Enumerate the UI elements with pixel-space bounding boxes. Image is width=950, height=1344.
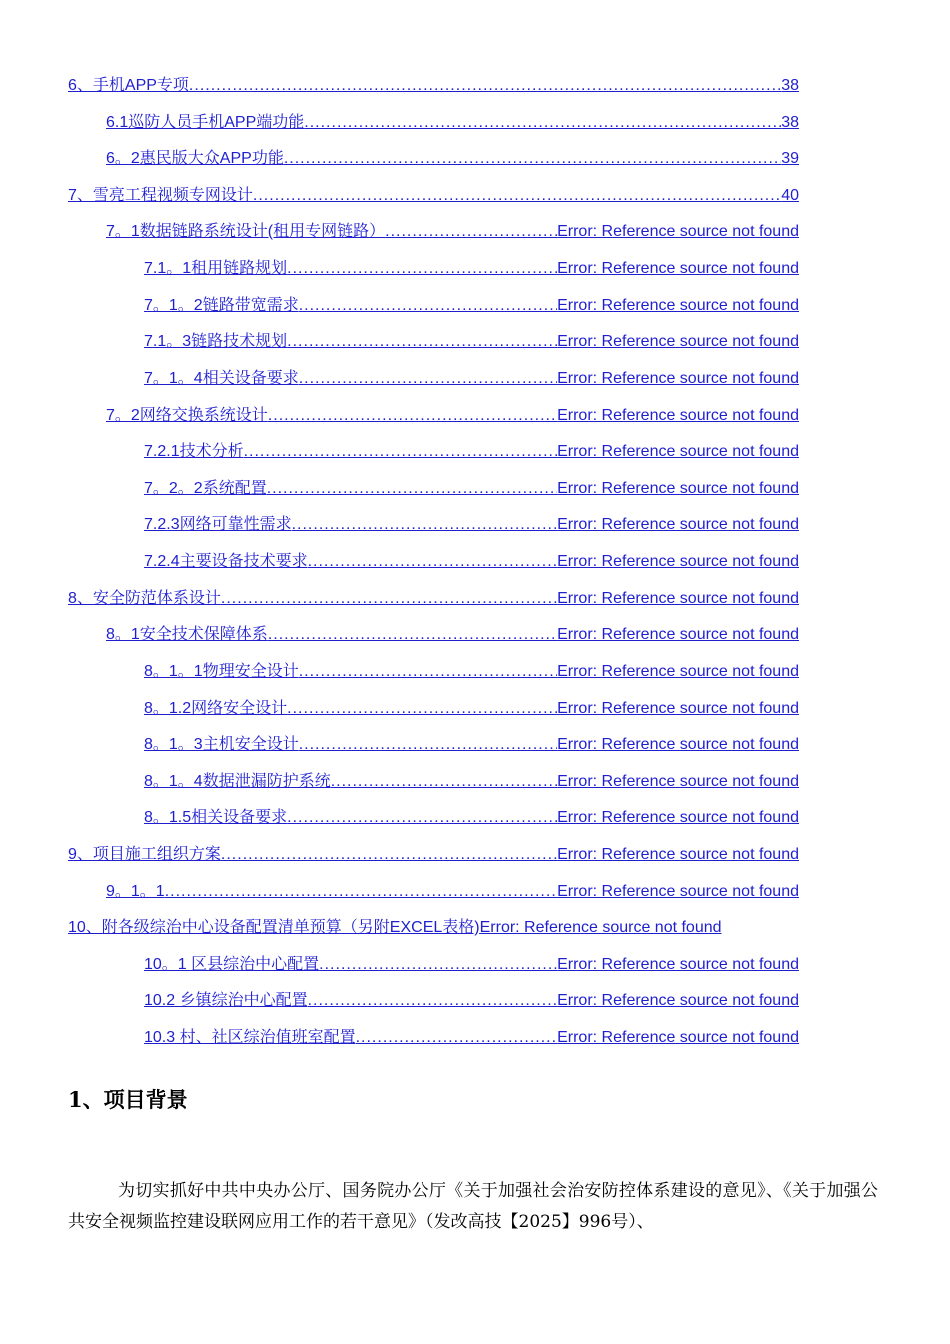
toc-entry-9[interactable] — [68, 844, 799, 866]
toc-page-number: Error: Reference source not found — [557, 333, 799, 350]
toc-page-number: Error: Reference source not found — [557, 700, 799, 717]
toc-page-number: Error: Reference source not found — [557, 223, 799, 240]
toc-leader — [268, 624, 557, 646]
toc-entry-label: 7、雪亮工程视频专网设计 — [68, 187, 253, 204]
toc-entry-8-1-2[interactable] — [144, 698, 799, 720]
toc-page-number: Error: Reference source not found — [557, 773, 799, 790]
toc-page-number: Error: Reference source not found — [557, 370, 799, 387]
toc-entry-label: 7.1。1租用链路规划 — [144, 260, 288, 277]
toc-entry-6-2[interactable] — [106, 148, 799, 170]
toc-page-number: Error: Reference source not found — [557, 846, 799, 863]
toc-page-number: 38 — [781, 114, 799, 131]
toc-page-number: 40 — [781, 187, 799, 204]
toc-leader — [356, 1027, 558, 1049]
toc-entry-label: 8。1.5相关设备要求 — [144, 809, 288, 826]
section-heading: 1、项目背景 — [68, 1087, 188, 1112]
toc-page-number: Error: Reference source not found — [557, 260, 799, 277]
toc-entry-label: 7.1。3链路技术规划 — [144, 333, 288, 350]
toc-entry-label: 7。2。2系统配置 — [144, 480, 267, 497]
toc-page-number: Error: Reference source not found — [557, 480, 799, 497]
toc-leader — [299, 661, 557, 683]
toc-entry-10-2[interactable] — [144, 990, 799, 1012]
toc-entry-label: 6。2惠民版大众APP功能 — [106, 150, 284, 167]
toc-page-number: Error: Reference source not found — [557, 736, 799, 753]
toc-entry-label: 7.2.4主要设备技术要求 — [144, 553, 308, 570]
toc-leader — [299, 295, 557, 317]
toc-entry-7-1-1[interactable] — [144, 258, 799, 280]
toc-entry-10-3[interactable] — [144, 1027, 799, 1049]
toc-entry-label: 10、附各级综治中心设备配置清单预算（另附EXCEL表格) — [68, 919, 480, 936]
toc-entry-label: 9、项目施工组织方案 — [68, 846, 221, 863]
toc-entry-7-1-4[interactable] — [144, 368, 799, 390]
toc-entry-10[interactable] — [68, 917, 813, 939]
toc-leader — [287, 258, 557, 280]
toc-entry-label: 9。1。1 — [106, 883, 165, 900]
toc-entry-label: 7.2.3网络可靠性需求 — [144, 516, 292, 533]
toc-entry-label: 8。1。4数据泄漏防护系统 — [144, 773, 331, 790]
toc-entry-7-1[interactable] — [106, 221, 799, 243]
toc-page-number: Error: Reference source not found — [557, 883, 799, 900]
toc-entry-label: 10.2 乡镇综治中心配置 — [144, 992, 308, 1009]
toc-page-number: Error: Reference source not found — [557, 407, 799, 424]
toc-leader — [308, 551, 558, 573]
toc-page-number: 38 — [781, 77, 799, 94]
toc-entry-7-1-3[interactable] — [144, 331, 799, 353]
toc-page-number: Error: Reference source not found — [557, 443, 799, 460]
toc-leader — [268, 405, 557, 427]
toc-entry-label: 10。1 区县综治中心配置 — [144, 956, 320, 973]
toc-page-number: Error: Reference source not found — [557, 297, 799, 314]
toc-leader — [287, 331, 557, 353]
toc-entry-label: 6.1巡防人员手机APP端功能 — [106, 114, 305, 131]
toc-leader — [287, 698, 557, 720]
toc-entry-label: 7。2网络交换系统设计 — [106, 407, 268, 424]
toc-leader — [287, 807, 557, 829]
toc-entry-8-1[interactable] — [106, 624, 799, 646]
toc-page-number: Error: Reference source not found — [479, 919, 722, 936]
toc-entry-label: 8。1。1物理安全设计 — [144, 663, 299, 680]
toc-entry-label: 7。1。4相关设备要求 — [144, 370, 299, 387]
toc-leader — [253, 185, 781, 207]
toc-leader — [221, 844, 557, 866]
toc-entry-10-1[interactable] — [144, 954, 799, 976]
toc-entry-7-1-2[interactable] — [144, 295, 799, 317]
toc-page-number: Error: Reference source not found — [557, 663, 799, 680]
toc-entry-7-2-3[interactable] — [144, 514, 799, 536]
toc-entry-7-2-2[interactable] — [144, 478, 799, 500]
toc-entry-label: 10.3 村、社区综治值班室配置 — [144, 1029, 356, 1046]
toc-page-number: Error: Reference source not found — [557, 590, 799, 607]
toc-leader — [304, 112, 781, 134]
toc-entry-9-1-1[interactable] — [106, 881, 799, 903]
toc-leader — [292, 514, 558, 536]
toc-entry-6[interactable] — [68, 75, 799, 97]
toc-page-number: Error: Reference source not found — [557, 809, 799, 826]
toc-leader — [165, 881, 557, 903]
toc-leader — [284, 148, 781, 170]
toc-entry-label: 7。1数据链路系统设计(租用专网链路） — [106, 223, 386, 240]
toc-leader — [299, 368, 557, 390]
toc-page-number: Error: Reference source not found — [557, 516, 799, 533]
toc-leader — [244, 441, 558, 463]
toc-entry-label: 8。1。3主机安全设计 — [144, 736, 299, 753]
toc-entry-label: 8、安全防范体系设计 — [68, 590, 221, 607]
toc-entry-label: 8。1.2网络安全设计 — [144, 700, 288, 717]
toc-page-number: 39 — [781, 150, 799, 167]
toc-page-number: Error: Reference source not found — [557, 992, 799, 1009]
toc-entry-8-1-3[interactable] — [144, 734, 799, 756]
toc-entry-label: 7。1。2链路带宽需求 — [144, 297, 299, 314]
toc-leader — [221, 588, 557, 610]
toc-entry-8[interactable] — [68, 588, 799, 610]
toc-leader — [189, 75, 781, 97]
toc-entry-8-1-5[interactable] — [144, 807, 799, 829]
toc-entry-label: 8。1安全技术保障体系 — [106, 626, 268, 643]
toc-entry-8-1-4[interactable] — [144, 771, 799, 793]
toc-leader — [299, 734, 557, 756]
toc-page-number: Error: Reference source not found — [557, 956, 799, 973]
toc-page-number: Error: Reference source not found — [557, 553, 799, 570]
body-paragraph: 为切实抓好中共中央办公厅、国务院办公厅《关于加强社会治安防控体系建设的意见》、《关于加强公共安全视频监控建设联网应用工作的若干意见》（发改高技【2025】996号）、 — [68, 1181, 878, 1232]
toc-page-number: Error: Reference source not found — [557, 626, 799, 643]
toc-entry-7-2[interactable] — [106, 405, 799, 427]
toc-leader — [308, 990, 558, 1012]
toc-entry-8-1-1[interactable] — [144, 661, 799, 683]
toc-leader — [319, 954, 557, 976]
toc-entry-7-2-1[interactable] — [144, 441, 799, 463]
toc-entry-label: 7.2.1技术分析 — [144, 443, 244, 460]
toc-entry-7-2-4[interactable] — [144, 551, 799, 573]
toc-entry-label: 6、手机APP专项 — [68, 77, 189, 94]
toc-leader — [385, 221, 557, 243]
toc-leader — [267, 478, 557, 500]
toc-leader — [331, 771, 557, 793]
toc-entry-7[interactable] — [68, 185, 799, 207]
toc-page-number: Error: Reference source not found — [557, 1029, 799, 1046]
toc-entry-6-1[interactable] — [106, 112, 799, 134]
